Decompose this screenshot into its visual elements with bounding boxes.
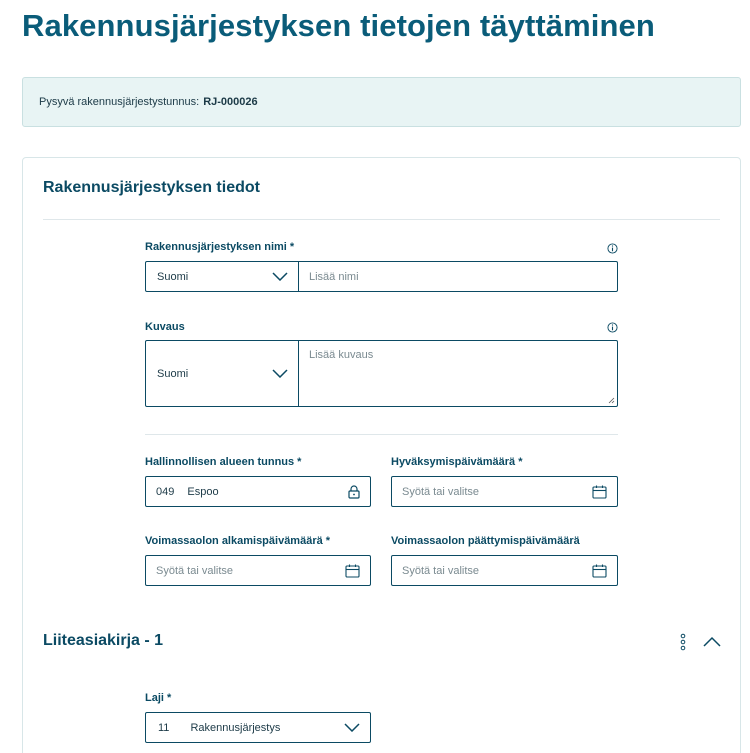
area-name: Espoo [187,485,219,498]
section-divider [43,219,720,220]
description-language-select[interactable] [146,341,299,406]
description-field-label: Kuvaus [145,321,185,333]
type-select[interactable] [145,712,371,743]
chevron-down-icon [344,723,360,732]
chevron-down-icon [272,272,288,281]
lock-icon [348,485,360,499]
name-field [145,261,618,292]
form-card [22,157,741,753]
area-code: 049 [156,485,175,498]
valid-to-placeholder: Syötä tai valitse [402,564,480,577]
approval-date-placeholder: Syötä tai valitse [402,485,480,498]
attachment-title: Liiteasiakirja - 1 [43,632,164,649]
permanent-id-label: Pysyvä rakennusjärjestystunnus: [39,96,200,108]
page-title: Rakennusjärjestyksen tietojen täyttäminen [22,8,655,43]
calendar-icon[interactable] [345,564,360,578]
permanent-id-banner [22,77,741,127]
type-code: 11 [158,721,170,734]
description-placeholder: Lisää kuvaus [309,349,374,361]
description-field [145,340,618,407]
chevron-down-icon [272,369,288,378]
description-textarea[interactable] [299,341,617,406]
valid-from-label: Voimassaolon alkamispäivämäärä * [145,535,331,547]
kebab-menu-icon[interactable] [679,633,687,651]
calendar-icon[interactable] [592,485,607,499]
info-icon[interactable] [607,243,618,254]
name-field-label: Rakennusjärjestyksen nimi * [145,241,295,253]
area-field-label: Hallinnollisen alueen tunnus * [145,456,302,468]
permanent-id-value: RJ-000026 [203,96,258,108]
name-language-select[interactable] [146,262,299,291]
resize-grip-icon[interactable] [608,397,615,404]
valid-from-placeholder: Syötä tai valitse [156,564,234,577]
info-icon[interactable] [607,322,618,333]
language-select-value: Suomi [157,270,189,283]
language-select-value: Suomi [157,367,189,380]
name-input[interactable]: Lisää nimi [309,270,359,283]
type-field-label: Laji * [145,692,172,704]
calendar-icon[interactable] [592,564,607,578]
approval-date-input[interactable] [391,476,618,507]
type-value: Rakennusjärjestys [190,721,281,734]
valid-to-input[interactable] [391,555,618,586]
chevron-up-icon[interactable] [703,636,721,648]
valid-from-input[interactable] [145,555,371,586]
area-field [145,476,371,507]
valid-to-label: Voimassaolon päättymispäivämäärä [391,535,580,547]
approval-date-label: Hyväksymispäivämäärä * [391,456,523,468]
field-group-divider [145,434,618,435]
section-title: Rakennusjärjestyksen tiedot [43,179,260,196]
